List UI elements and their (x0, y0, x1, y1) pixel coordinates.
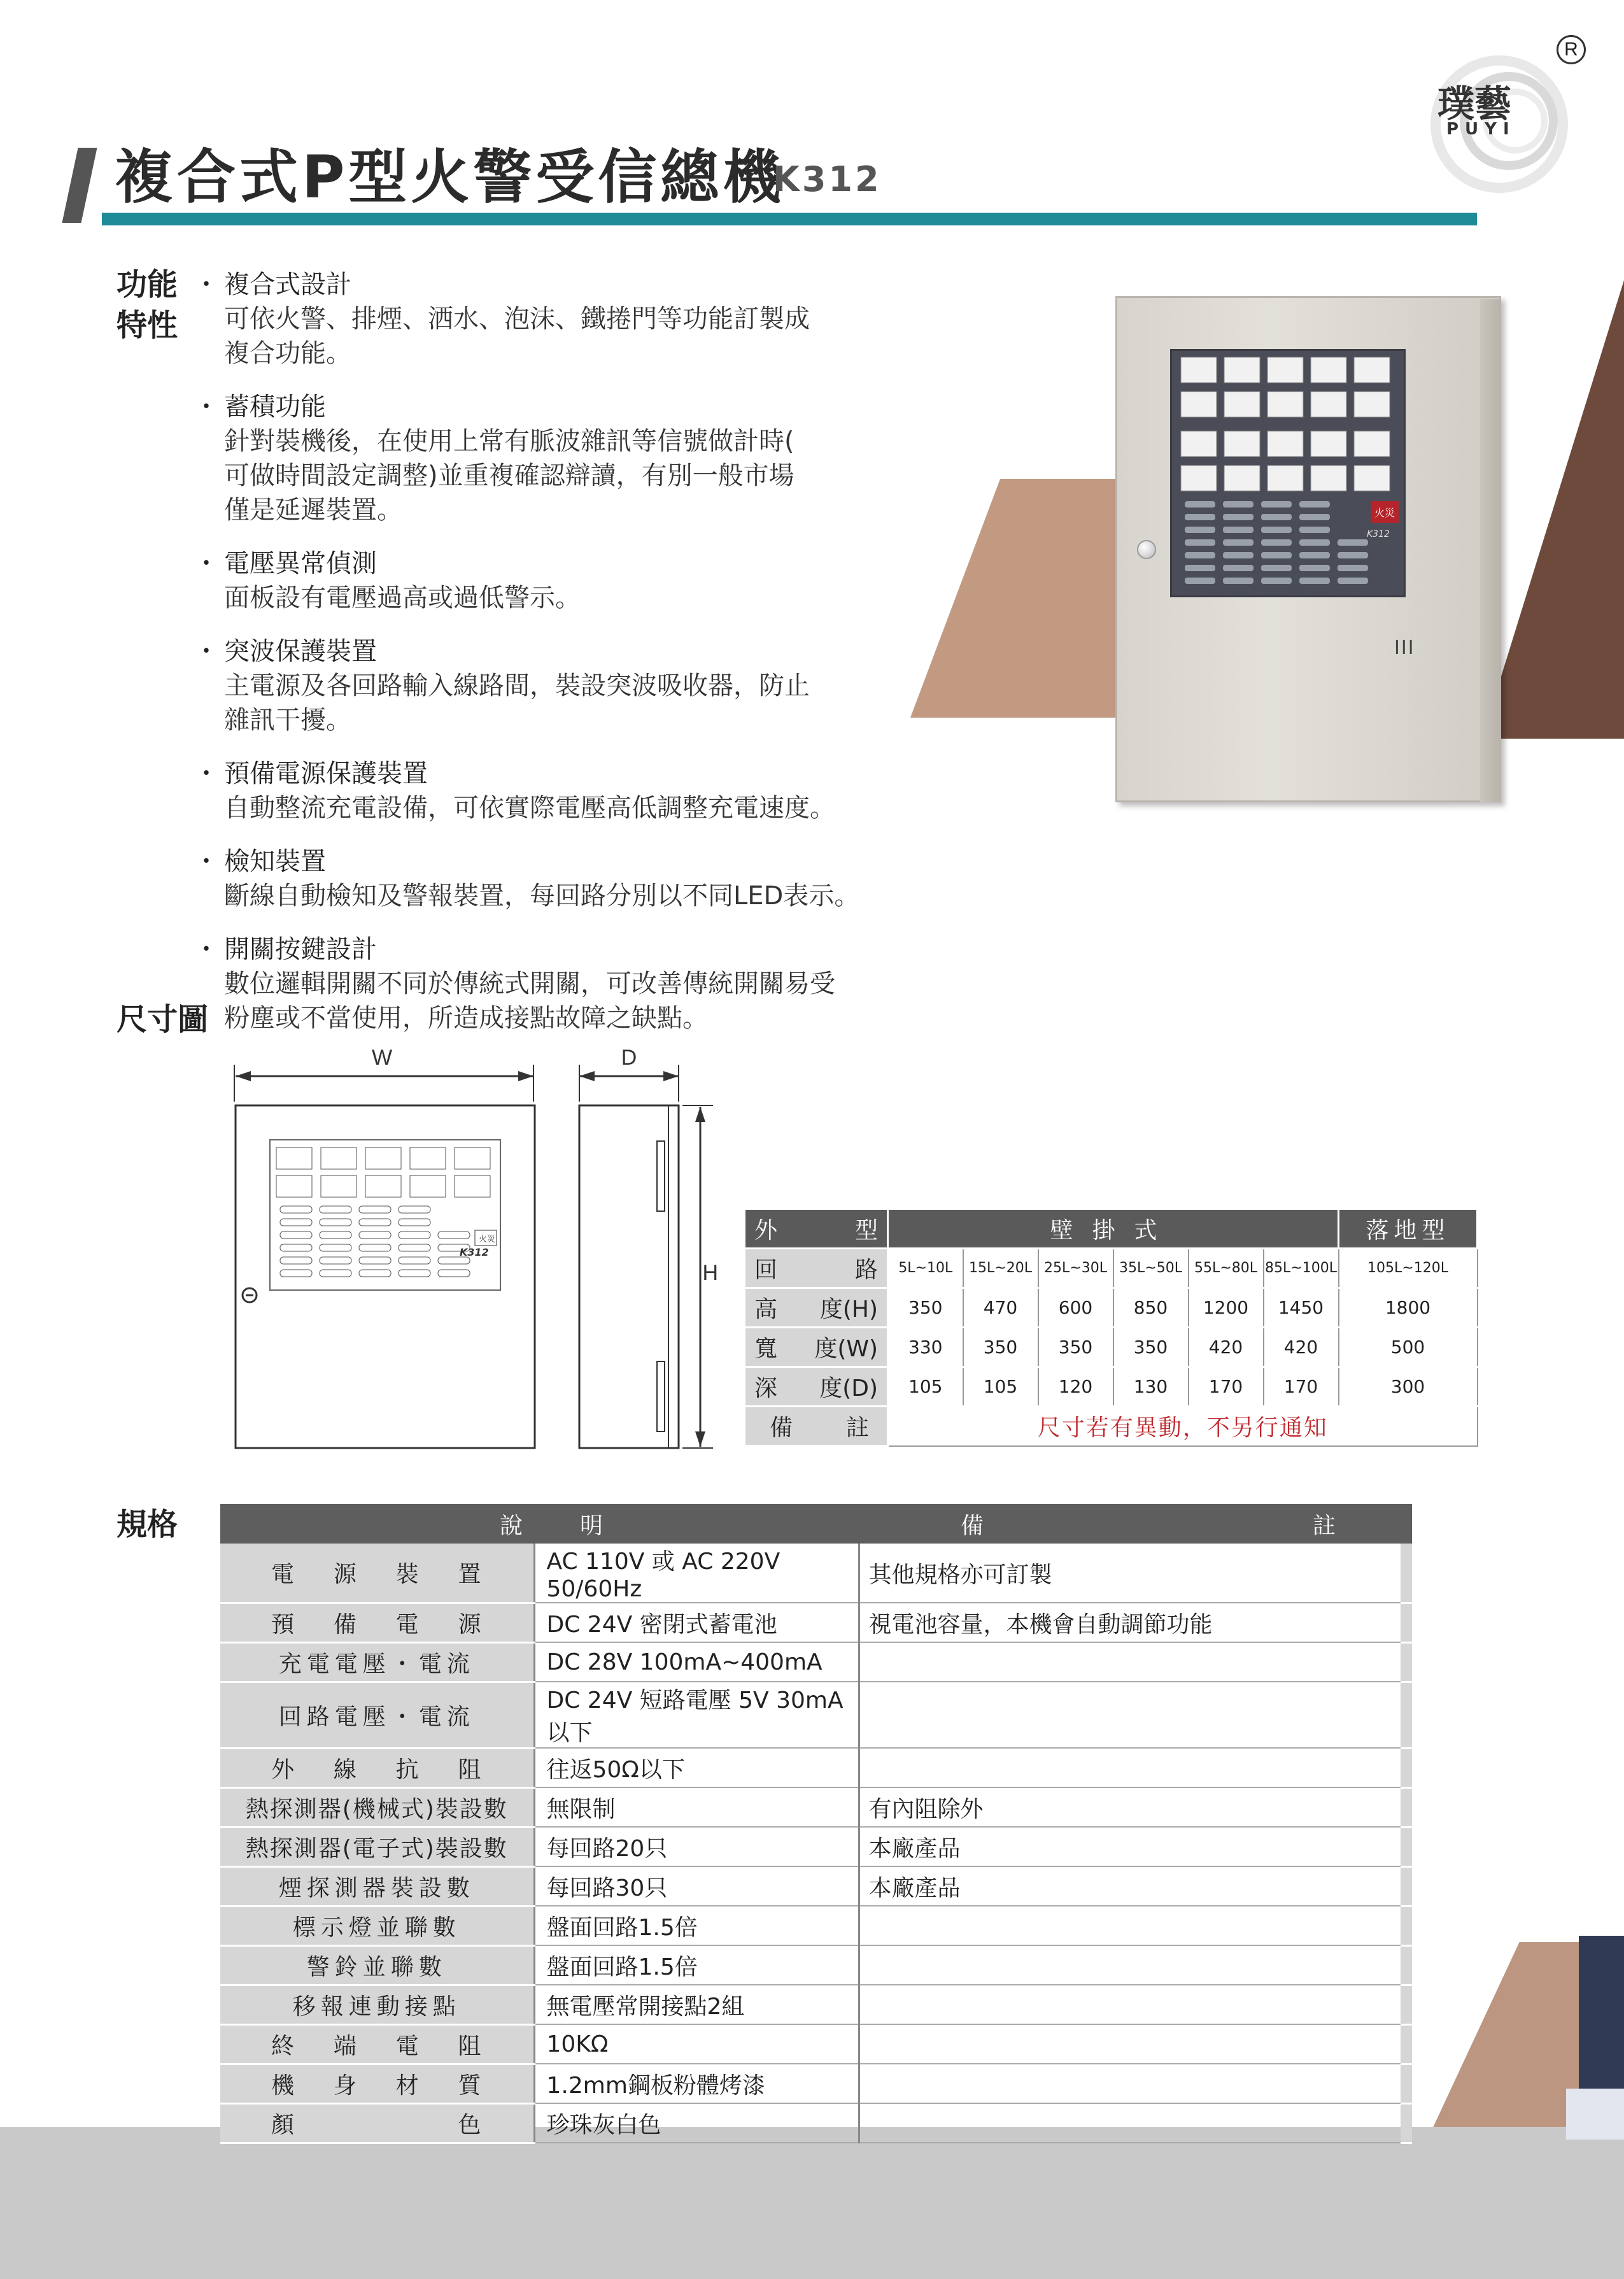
model-number: K312 (773, 159, 882, 199)
spec-key: 終 端 電 阻 (220, 2024, 534, 2064)
drawing-alarm-label: 火災 (479, 1235, 496, 1244)
spec-row-edge (1401, 2103, 1412, 2143)
spec-key: 電 源 裝 置 (220, 1544, 534, 1603)
spec-key: 標示燈並聯數 (220, 1906, 534, 1945)
spec-row-edge (1401, 1985, 1412, 2024)
spec-key: 煙探測器裝設數 (220, 1866, 534, 1906)
page-title: 複合式P型火警受信總機 (115, 143, 786, 211)
dimension-value: 350 (888, 1288, 963, 1328)
spec-value: 往返50Ω以下 (534, 1748, 859, 1787)
footer-gray-band (0, 2127, 1624, 2279)
spec-row (220, 1642, 1412, 1682)
spec-heading: 規格 (117, 1507, 178, 1542)
footer-navy-shape (1579, 1936, 1624, 2114)
dimension-table (744, 1208, 1478, 1447)
spec-key: 顏 色 (220, 2103, 534, 2143)
feature-title: ・ 開關按鍵設計 (202, 932, 935, 967)
spec-row-edge (1401, 1748, 1412, 1787)
spec-value: 10KΩ (534, 2024, 859, 2064)
feature-description-line: 僅是延遲裝置。 (224, 495, 402, 525)
product-alarm-label: 火災 (1374, 507, 1395, 519)
spec-key: 回路電壓・電流 (220, 1682, 534, 1748)
cabinet-vent: III (1394, 637, 1415, 659)
feature-title: ・ 複合式設計 (202, 267, 935, 302)
spec-row-edge (1401, 2064, 1412, 2103)
spec-note: 本廠產品 (859, 1827, 1401, 1866)
spec-key: 充電電壓・電流 (220, 1642, 534, 1682)
spec-key: 熱探測器(電子式)裝設數 (220, 1827, 534, 1866)
title-accent-bar (62, 148, 97, 223)
dimension-row-label: 高 度(H) (745, 1288, 888, 1328)
dimension-value: 130 (1113, 1367, 1189, 1407)
features-heading-line1: 功能 (117, 267, 178, 302)
spec-row (220, 2024, 1412, 2064)
dimension-row-label: 深 度(D) (745, 1367, 888, 1407)
spec-value: AC 110V 或 AC 220V 50/60Hz (534, 1544, 859, 1603)
spec-key: 移報連動接點 (220, 1985, 534, 2024)
spec-value: 無限制 (534, 1787, 859, 1827)
dimension-value: 500 (1339, 1328, 1478, 1367)
spec-note (859, 1642, 1401, 1682)
dimension-value: 420 (1189, 1328, 1264, 1367)
dimension-row (745, 1328, 1478, 1367)
spec-row (220, 1906, 1412, 1945)
feature-title: ・ 電壓異常偵測 (202, 546, 935, 581)
spec-row (220, 1787, 1412, 1827)
spec-value: 珍珠灰白色 (534, 2103, 859, 2143)
spec-row-edge (1401, 1827, 1412, 1866)
feature-item (202, 390, 935, 527)
wall-mount-header: 壁掛式 (888, 1209, 1339, 1249)
floor-standing-header: 落地型 (1339, 1209, 1478, 1249)
spec-note (859, 2064, 1401, 2103)
dimension-heading: 尺寸圖 (117, 1002, 209, 1037)
dimension-value: 350 (1038, 1328, 1113, 1367)
decor-dark-brown-shape (1496, 280, 1624, 739)
spec-header-col1: 說 (220, 1504, 534, 1544)
spec-row (220, 1544, 1412, 1603)
feature-item (202, 634, 935, 737)
feature-description-line: 斷線自動檢知及警報裝置，每回路分別以不同LED表示。 (224, 881, 860, 911)
logo-text: 璞藝 (1437, 82, 1512, 125)
spec-row (220, 1603, 1412, 1642)
spec-value: 盤面回路1.5倍 (534, 1906, 859, 1945)
loop-range: 105L~120L (1339, 1249, 1478, 1288)
spec-note: 其他規格亦可訂製 (859, 1544, 1401, 1603)
type-header: 外 型 (745, 1209, 888, 1249)
header-rule (102, 213, 1477, 225)
spec-key: 熱探測器(機械式)裝設數 (220, 1787, 534, 1827)
spec-value: DC 24V 密閉式蓄電池 (534, 1603, 859, 1642)
feature-title: ・ 預備電源保護裝置 (202, 756, 935, 791)
spec-value: 盤面回路1.5倍 (534, 1945, 859, 1985)
feature-description-line: 複合功能。 (224, 339, 351, 368)
spec-value: DC 28V 100mA~400mA (534, 1642, 859, 1682)
feature-title: ・ 突波保護裝置 (202, 634, 935, 669)
feature-item (202, 756, 935, 825)
product-badge: K312 (1367, 529, 1390, 539)
dimension-value: 105 (888, 1367, 963, 1407)
width-label: W (371, 1046, 393, 1070)
dimension-value: 170 (1264, 1367, 1339, 1407)
spec-table (220, 1504, 1412, 2144)
feature-description-line: 面板設有電壓過高或過低警示。 (224, 583, 581, 613)
feature-description-line: 自動整流充電設備，可依實際電壓高低調整充電速度。 (224, 793, 835, 823)
dimension-value: 1200 (1189, 1288, 1264, 1328)
spec-row-edge (1401, 1866, 1412, 1906)
dimension-value: 1450 (1264, 1288, 1339, 1328)
feature-description-line: 數位邏輯開關不同於傳統式開關，可改善傳統開關易受 (224, 969, 835, 998)
feature-description-line: 粉塵或不當使用，所造成接點故障之缺點。 (224, 1004, 708, 1033)
spec-row (220, 2103, 1412, 2143)
spec-row (220, 1682, 1412, 1748)
loop-label: 回 路 (745, 1249, 888, 1288)
feature-description-line: 可依火警、排煙、洒水、泡沫、鐵捲門等功能訂製成 (224, 304, 810, 334)
dimension-row (745, 1367, 1478, 1407)
spec-value: 每回路20只 (534, 1827, 859, 1866)
spec-note (859, 1682, 1401, 1748)
feature-title: ・ 蓄積功能 (202, 390, 935, 424)
spec-note (859, 2103, 1401, 2143)
loop-range: 5L~10L (888, 1249, 963, 1288)
features-heading-line2: 特性 (117, 308, 178, 343)
cabinet-lock-icon (1137, 540, 1156, 559)
dimension-row-label: 寬 度(W) (745, 1328, 888, 1367)
product-control-panel (1170, 349, 1406, 597)
dimension-value: 420 (1264, 1328, 1339, 1367)
spec-note (859, 1906, 1401, 1945)
feature-description-line: 雜訊干擾。 (224, 706, 351, 735)
spec-row-edge (1401, 1945, 1412, 1985)
feature-description-line: 可做時間設定調整)並重複確認辯讀，有別一般市場 (224, 461, 794, 490)
spec-note: 本廠產品 (859, 1866, 1401, 1906)
spec-header-col2: 明 (534, 1504, 859, 1544)
spec-value: DC 24V 短路電壓 5V 30mA以下 (534, 1682, 859, 1748)
spec-row-edge (1401, 1642, 1412, 1682)
dimension-value: 1800 (1339, 1288, 1478, 1328)
feature-description-line: 針對裝機後，在使用上常有脈波雜訊等信號做計時( (224, 427, 794, 456)
dimension-value: 300 (1339, 1367, 1478, 1407)
loop-range: 15L~20L (963, 1249, 1038, 1288)
dimension-value: 330 (888, 1328, 963, 1367)
feature-title: ・ 檢知裝置 (202, 844, 935, 879)
product-cabinet-side (1480, 299, 1501, 802)
spec-row (220, 1945, 1412, 1985)
spec-row (220, 1748, 1412, 1787)
brand-logo (1426, 51, 1572, 197)
feature-item (202, 932, 935, 1035)
dimension-value: 850 (1113, 1288, 1189, 1328)
spec-row-edge (1401, 2024, 1412, 2064)
registered-mark: R (1557, 35, 1586, 64)
dimension-drawing (229, 1038, 726, 1458)
depth-label: D (621, 1046, 637, 1070)
spec-row-edge (1401, 1544, 1412, 1603)
spec-row (220, 1866, 1412, 1906)
dimension-value: 105 (963, 1367, 1038, 1407)
spec-value: 無電壓常開接點2組 (534, 1985, 859, 2024)
spec-note: 視電池容量，本機會自動調節功能 (859, 1603, 1401, 1642)
loop-range: 25L~30L (1038, 1249, 1113, 1288)
spec-value: 每回路30只 (534, 1866, 859, 1906)
spec-note (859, 1945, 1401, 1985)
spec-row-edge (1401, 1787, 1412, 1827)
loop-range: 35L~50L (1113, 1249, 1189, 1288)
dimension-value: 350 (963, 1328, 1038, 1367)
dimension-value: 350 (1113, 1328, 1189, 1367)
drawing-badge: K312 (460, 1246, 489, 1258)
feature-item (202, 546, 935, 615)
spec-note (859, 1748, 1401, 1787)
footer-light-shape (1566, 2089, 1624, 2140)
spec-row-edge (1401, 1906, 1412, 1945)
feature-description-line: 主電源及各回路輸入線路間，裝設突波吸收器，防止 (224, 671, 810, 700)
feature-item (202, 267, 935, 371)
feature-list (202, 267, 935, 1054)
height-label: H (702, 1261, 718, 1285)
loop-range: 85L~100L (1264, 1249, 1339, 1288)
spec-key: 警鈴並聯數 (220, 1945, 534, 1985)
dimension-value: 170 (1189, 1367, 1264, 1407)
spec-note: 有內阻除外 (859, 1787, 1401, 1827)
loop-range: 55L~80L (1189, 1249, 1264, 1288)
features-heading (117, 264, 178, 346)
spec-key: 預 備 電 源 (220, 1603, 534, 1642)
remark-label: 備 註 (745, 1407, 888, 1446)
spec-note (859, 1985, 1401, 2024)
spec-row (220, 1985, 1412, 2024)
dimension-value: 120 (1038, 1367, 1113, 1407)
spec-row (220, 2064, 1412, 2103)
spec-row-edge (1401, 1603, 1412, 1642)
dimension-value: 600 (1038, 1288, 1113, 1328)
spec-header-col3: 備 註 (859, 1504, 1412, 1544)
dimension-row (745, 1288, 1478, 1328)
spec-value: 1.2mm鋼板粉體烤漆 (534, 2064, 859, 2103)
spec-row-edge (1401, 1682, 1412, 1748)
spec-note (859, 2024, 1401, 2064)
spec-key: 外 線 抗 阻 (220, 1748, 534, 1787)
dimension-value: 470 (963, 1288, 1038, 1328)
spec-row (220, 1827, 1412, 1866)
feature-item (202, 844, 935, 913)
spec-key: 機 身 材 質 (220, 2064, 534, 2103)
logo-subtext: PUYI (1446, 120, 1516, 139)
dimension-note: 尺寸若有異動，不另行通知 (888, 1407, 1478, 1446)
